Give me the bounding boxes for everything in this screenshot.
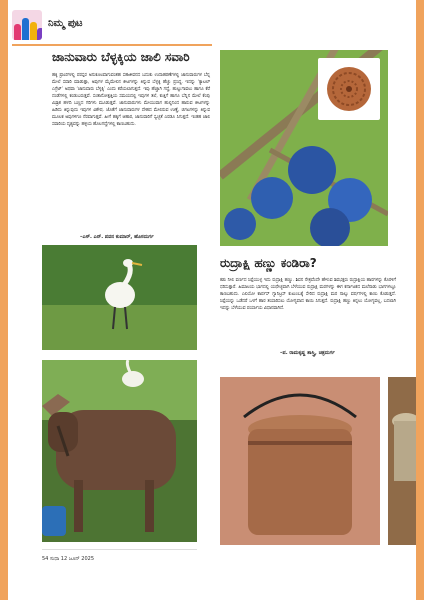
right-accent-strip xyxy=(416,0,424,600)
article-signature-right: –ಪ. ರಾಮಕೃಷ್ಣ ಶಾಸ್ತ್ರಿ, ಚಿತ್ರದುರ್ಗ xyxy=(280,350,335,356)
article-signature-left: –ಎಸ್. ಎನ್. ಪವನ ಕುಮಾರ್, ಹೊಸದುರ್ಗ xyxy=(80,234,154,240)
inset-rudraksha-seed xyxy=(318,58,380,120)
section-logo xyxy=(12,10,42,40)
article-title-left: ಜಾನುವಾರು ಬೆಳ್ಳಕ್ಕಿಯ ಜಾಲಿ ಸವಾರಿ xyxy=(52,50,190,64)
page-footer: 54 ಸುಧಾ 12 ಜೂನ್ 2025 xyxy=(42,556,94,562)
footer-separator xyxy=(42,549,197,550)
photo-copper-pot xyxy=(220,377,380,545)
section-rule xyxy=(12,44,212,46)
article-body-left: ಹಕ್ಕಿ ಪ್ರಾಣಿಗಳಲ್ಲಿ ಪರಸ್ಪರ ಅನುಕೂಲವಾಗುವಂತಹ ಸಹಜೀವನದ ಬದುಕು ಉದಾಹರಣೆಗಳಲ್ಲಿ ಜಾನುವಾರುಗಳ ಬೆನ್ನ ಮೇಲೆ ಸವಾರಿ ಮಾಡುತ್ತಾ, ಅವುಗಳ ಮೈಮೇಲಿನ ಕೀಟಗಳನ್ನು ತಿನ್ನುವ ಬೆಳ್ಳಕ್ಕಿ ಹೆಚ್ಚು ಪ್ರಸಿದ್ಧ. ಇದನ್ನು ‘ಕ್ಯಾಟಲ್ ಎಗ್ರೆಟ್’ ಅಥವಾ ‘ಜಾನುವಾರು ಬೆಳ್ಳಕ್ಕಿ’ ಎಂದು ಕರೆಯಲಾಗುತ್ತದೆ. ಇವು ಹೆಚ್ಚಾಗಿ ಗದ್ದೆ, ಹುಲ್ಲುಗಾವಲು ಹಾಗೂ ಕೆರೆ ದಂಡೆಗಳಲ್ಲಿ ಕಂಡುಬರುತ್ತವೆ. ಸಂತಾನೋತ್ಪತ್ತಿಯ ಸಮಯದಲ್ಲಿ ಇವುಗಳ ತಲೆ, ಕುತ್ತಿಗೆ ಹಾಗೂ ಬೆನ್ನಿನ ಮೇಲೆ ಕೆಂಪು ಮಿಶ್ರಿತ ಹಳದಿ ಬಣ್ಣದ ಗರಿಗಳು ಮೂಡುತ್ತವೆ. ಜಾನುವಾರುಗಳು ಮೇಯುವಾಗ ಹುಲ್ಲಿನಿಂದ ಹಾರುವ ಕೀಟಗಳನ್ನು ಹಿಡಿದು ತಿನ್ನುವುದು ಇವುಗಳ ವಿಶೇಷ. ಜೊತೆಗೆ ಜಾನುವಾರುಗಳ ದೇಹದ ಮೇಲಿರುವ ಉಣ್ಣೆ, ಚಿಗಟಗಳನ್ನು ತಿನ್ನುವ ಮೂಲಕ ಅವುಗಳಿಗೂ ನೆರವಾಗುತ್ತವೆ. ಹೀಗೆ ಹಕ್ಕಿಗೆ ಆಹಾರ, ಜಾನುವಾರಿಗೆ ಸ್ವಚ್ಛತೆ ಎರಡೂ ಸಿಗುತ್ತದೆ. ಇಂತಹ ಜಾಲಿ ಸವಾರಿಯ ದೃಶ್ಯವನ್ನು ಹಳ್ಳಿಯ ಹೊಲಗದ್ದೆಗಳಲ್ಲಿ ಕಾಣಬಹುದು. xyxy=(52,73,210,127)
article-title-right: ರುದ್ರಾಕ್ಷಿ ಹಣ್ಣು ಕಂಡಿರಾ? xyxy=(220,256,317,270)
section-label: ನಿಮ್ಮ ಪುಟ xyxy=(48,18,83,29)
photo-egret xyxy=(42,245,197,350)
left-accent-strip xyxy=(0,0,8,600)
photo-side-partial xyxy=(388,377,416,545)
photo-cow-egret xyxy=(42,360,197,542)
article-body-right: ಕಡು ನೀಲಿ ವರ್ಣದ ಸಿಪ್ಪೆಯುಳ್ಳ ಇದು ರುದ್ರಾಕ್ಷಿ ಹಣ್ಣು. ಶಿವನ ನೇತ್ರವೆಂದೇ ಹೇಳುವ ಶಿವಭಕ್ತರು ರುದ್ರಾಕ್ಷಿಯ ಹಾರಗಳನ್ನು ಕೊರಳಿಗೆ ಧರಿಸುತ್ತಾರೆ. ಹಿಮಾಲಯ ಭಾಗದಲ್ಲಿ ಯಥೇಚ್ಛವಾಗಿ ಬೆಳೆಯುವ ರುದ್ರಾಕ್ಷಿ ಮರಗಳನ್ನು ಈಗ ಕರ್ನಾಟಕದ ಮಲೆನಾಡು ಭಾಗಗಳಲ್ಲೂ ಕಾಣಬಹುದು. ಎಲಿಯೋ ಕಾರ್ಪಸ್ ಗ್ಯಾನಿಟ್ರಸ್ ಕುಟುಂಬಕ್ಕೆ ಸೇರಿದ ರುದ್ರಾಕ್ಷಿ ಮರ ನಾಲ್ಕು ವರ್ಷಗಳಲ್ಲಿ ಕಾಯಿ ಕೊಡುತ್ತದೆ. ಸಿಪ್ಪೆಯನ್ನು ಒಡೆದರೆ ಒಳಗೆ ಹಾರ ತಯಾರಿಸಲು ಯೋಗ್ಯವಾದ ಕಾಯಿ ಸಿಗುತ್ತದೆ. ರುದ್ರಾಕ್ಷಿ ಹಣ್ಣು ತಿನ್ನಲು ಯೋಗ್ಯವಲ್ಲ, ಬದಲಾಗಿ ಇದನ್ನು ಬೆಳೆಯುವ ಪರ್ಯಾಯ ವಿಧಾನವಾಗಿದೆ. xyxy=(220,278,396,311)
